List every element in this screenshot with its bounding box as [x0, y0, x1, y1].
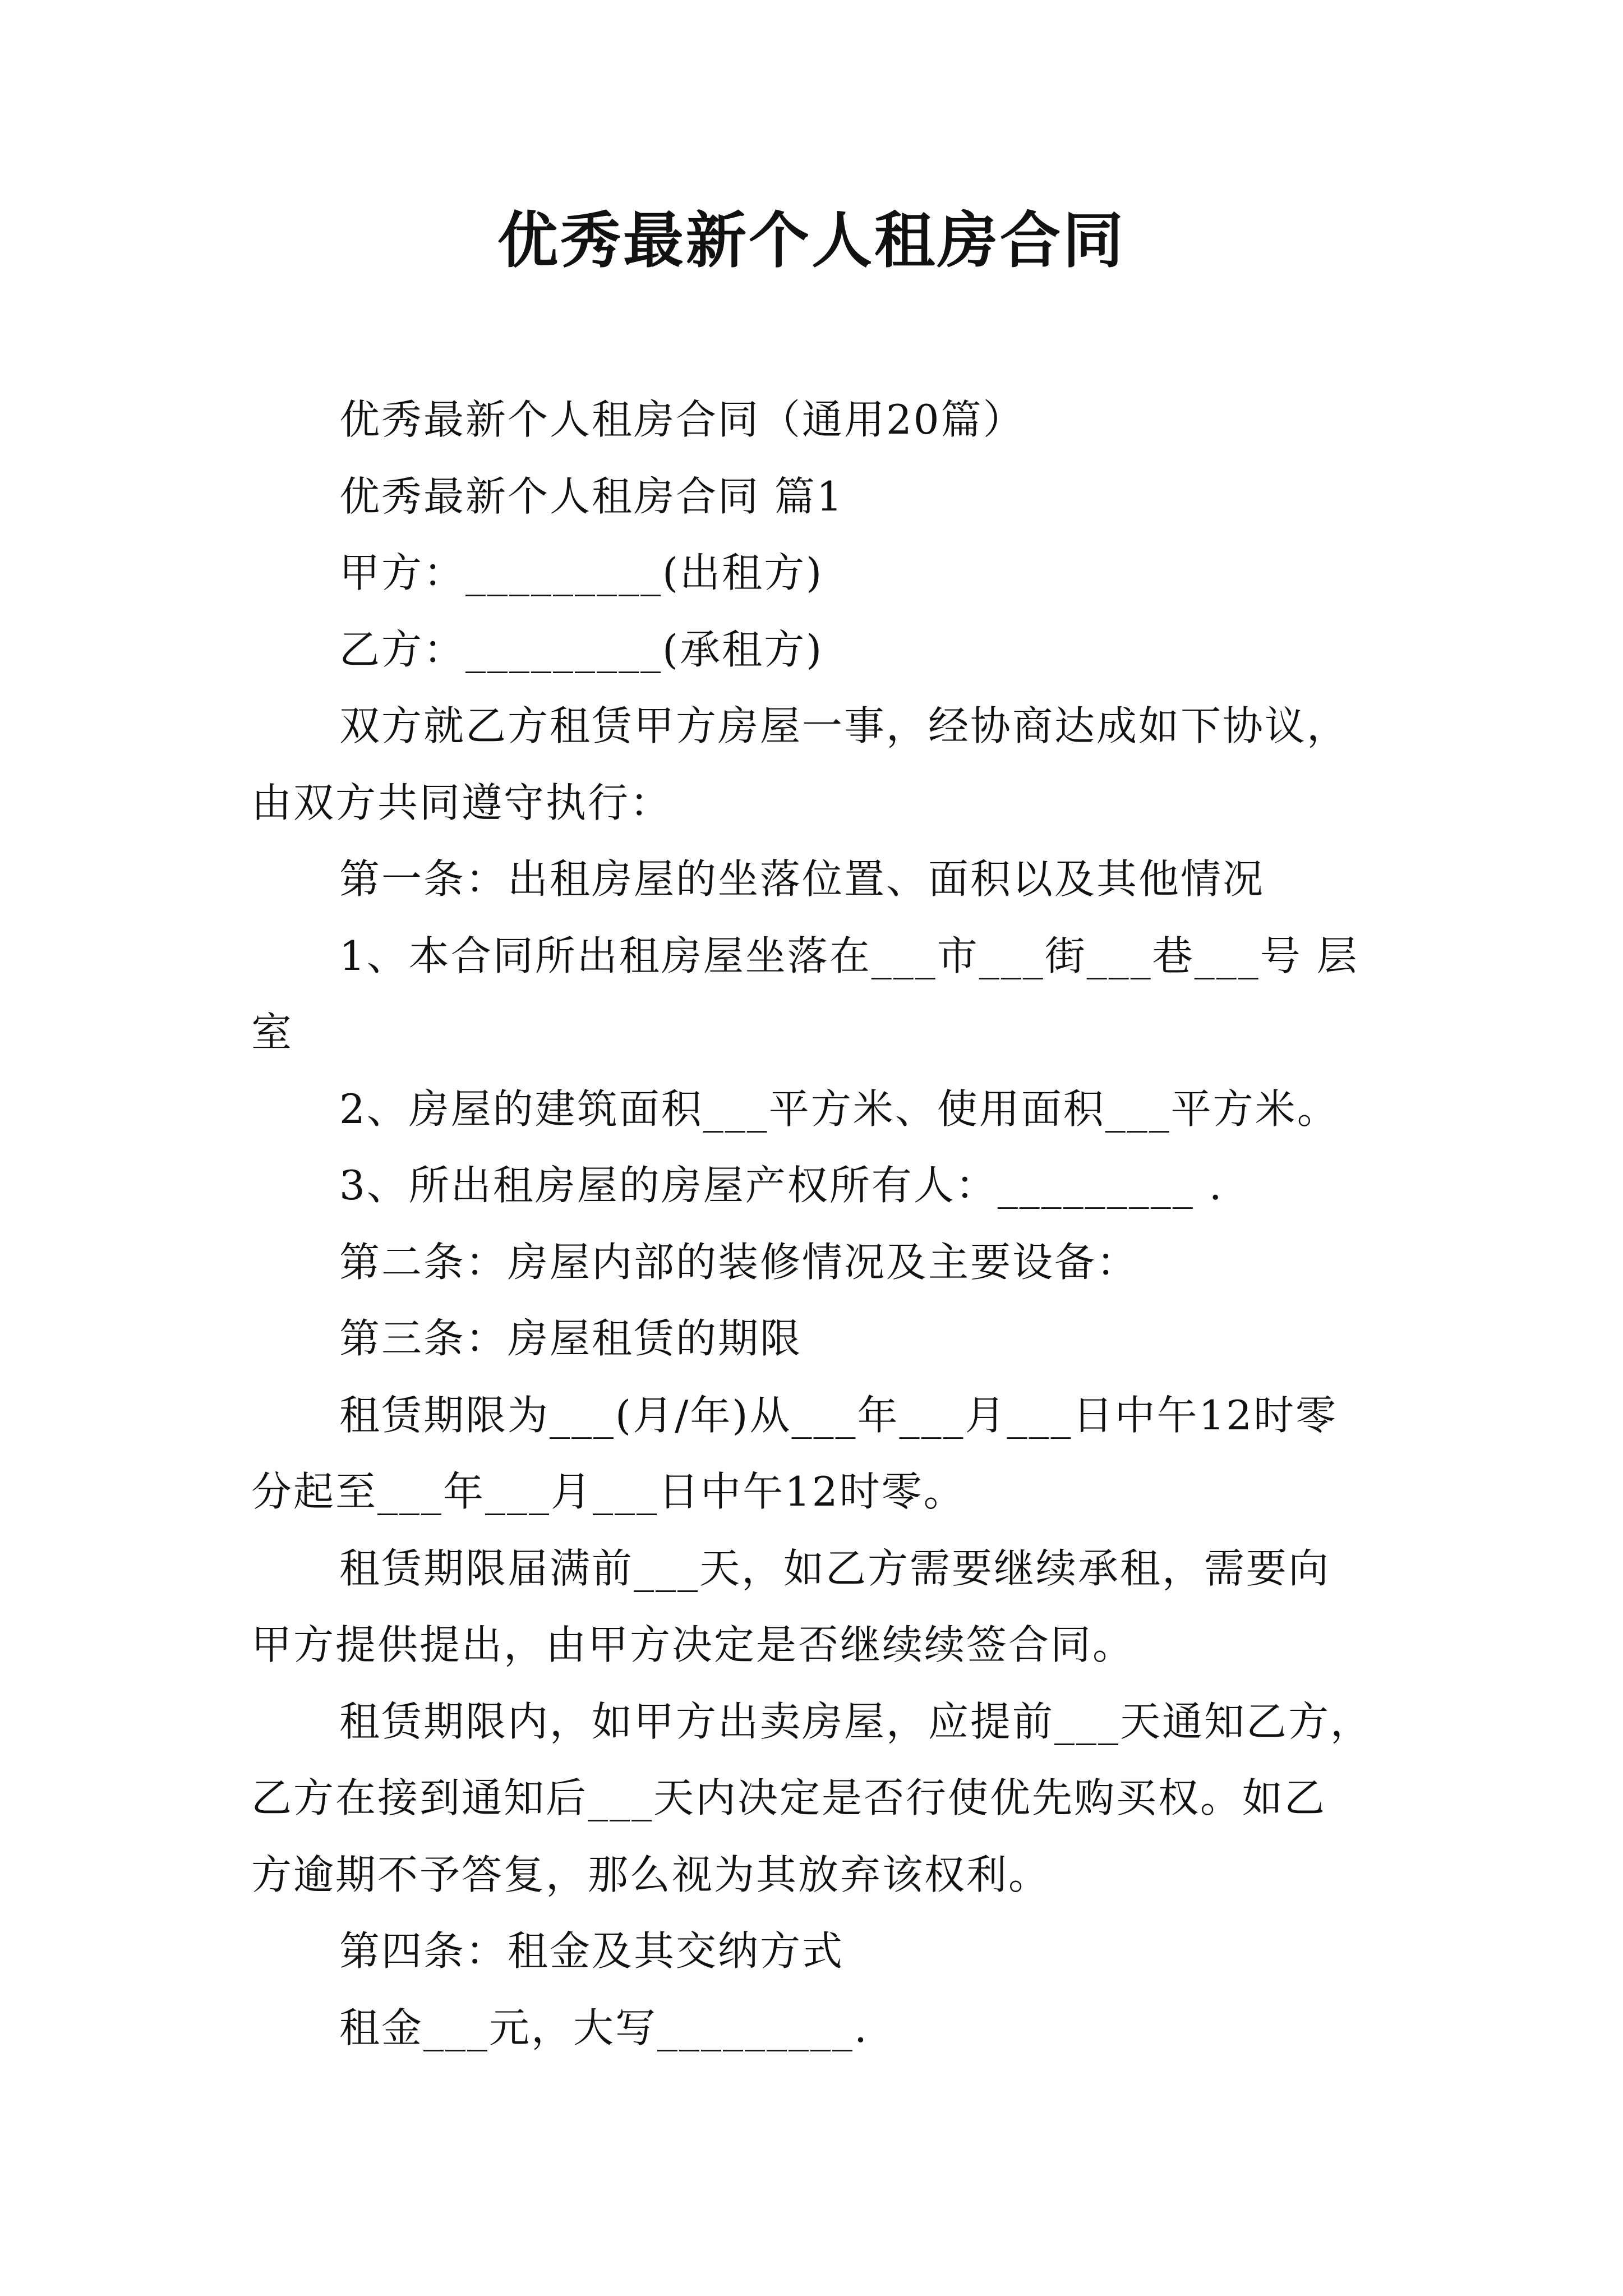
- paragraph-line: 方逾期不予答复，那么视为其放弃该权利。: [251, 1851, 1051, 1898]
- document-subtitle: 优秀最新个人租房合同（通用20篇）: [339, 396, 1025, 443]
- paragraph-line: 室: [251, 1009, 294, 1056]
- paragraph-line: 乙方在接到通知后___天内决定是否行使优先购买权。如乙: [251, 1774, 1327, 1821]
- paragraph-line: 租赁期限内，如甲方出卖房屋，应提前___天通知乙方，: [339, 1697, 1373, 1745]
- article-heading: 第一条：出租房屋的坐落位置、面积以及其他情况: [339, 855, 1265, 903]
- paragraph-line: 租赁期限为___(月/年)从___年___月___日中午12时零: [339, 1391, 1338, 1439]
- article-heading: 第三条：房屋租赁的期限: [339, 1315, 803, 1362]
- paragraph-line: 分起至___年___月___日中午12时零。: [251, 1468, 966, 1515]
- paragraph-line: 由双方共同遵守执行：: [251, 779, 672, 826]
- paragraph-line: 甲方提供提出，由甲方决定是否继续续签合同。: [251, 1621, 1135, 1668]
- party-a-line: 甲方：_________(出租方): [339, 549, 824, 596]
- paragraph-line: 租赁期限届满前___天，如乙方需要继续承租，需要向: [339, 1544, 1331, 1592]
- paragraph-line: 3、所出租房屋的房屋产权所有人：_________ .: [339, 1162, 1224, 1209]
- section-heading: 优秀最新个人租房合同 篇1: [339, 472, 844, 520]
- article-heading: 第四条：租金及其交纳方式: [339, 1927, 845, 1975]
- paragraph-line: 2、房屋的建筑面积___平方米、使用面积___平方米。: [339, 1085, 1339, 1133]
- paragraph-line: 租金___元，大写_________.: [339, 2004, 869, 2051]
- article-heading: 第二条：房屋内部的装修情况及主要设备：: [339, 1238, 1139, 1286]
- paragraph-line: 1、本合同所出租房屋坐落在___市___街___巷___号 层: [339, 932, 1359, 979]
- page-title: 优秀最新个人租房合同: [497, 206, 1126, 276]
- paragraph-line: 双方就乙方租赁甲方房屋一事，经协商达成如下协议，: [339, 702, 1349, 749]
- document-body: [251, 381, 1390, 2066]
- party-b-line: 乙方：_________(承租方): [339, 625, 824, 673]
